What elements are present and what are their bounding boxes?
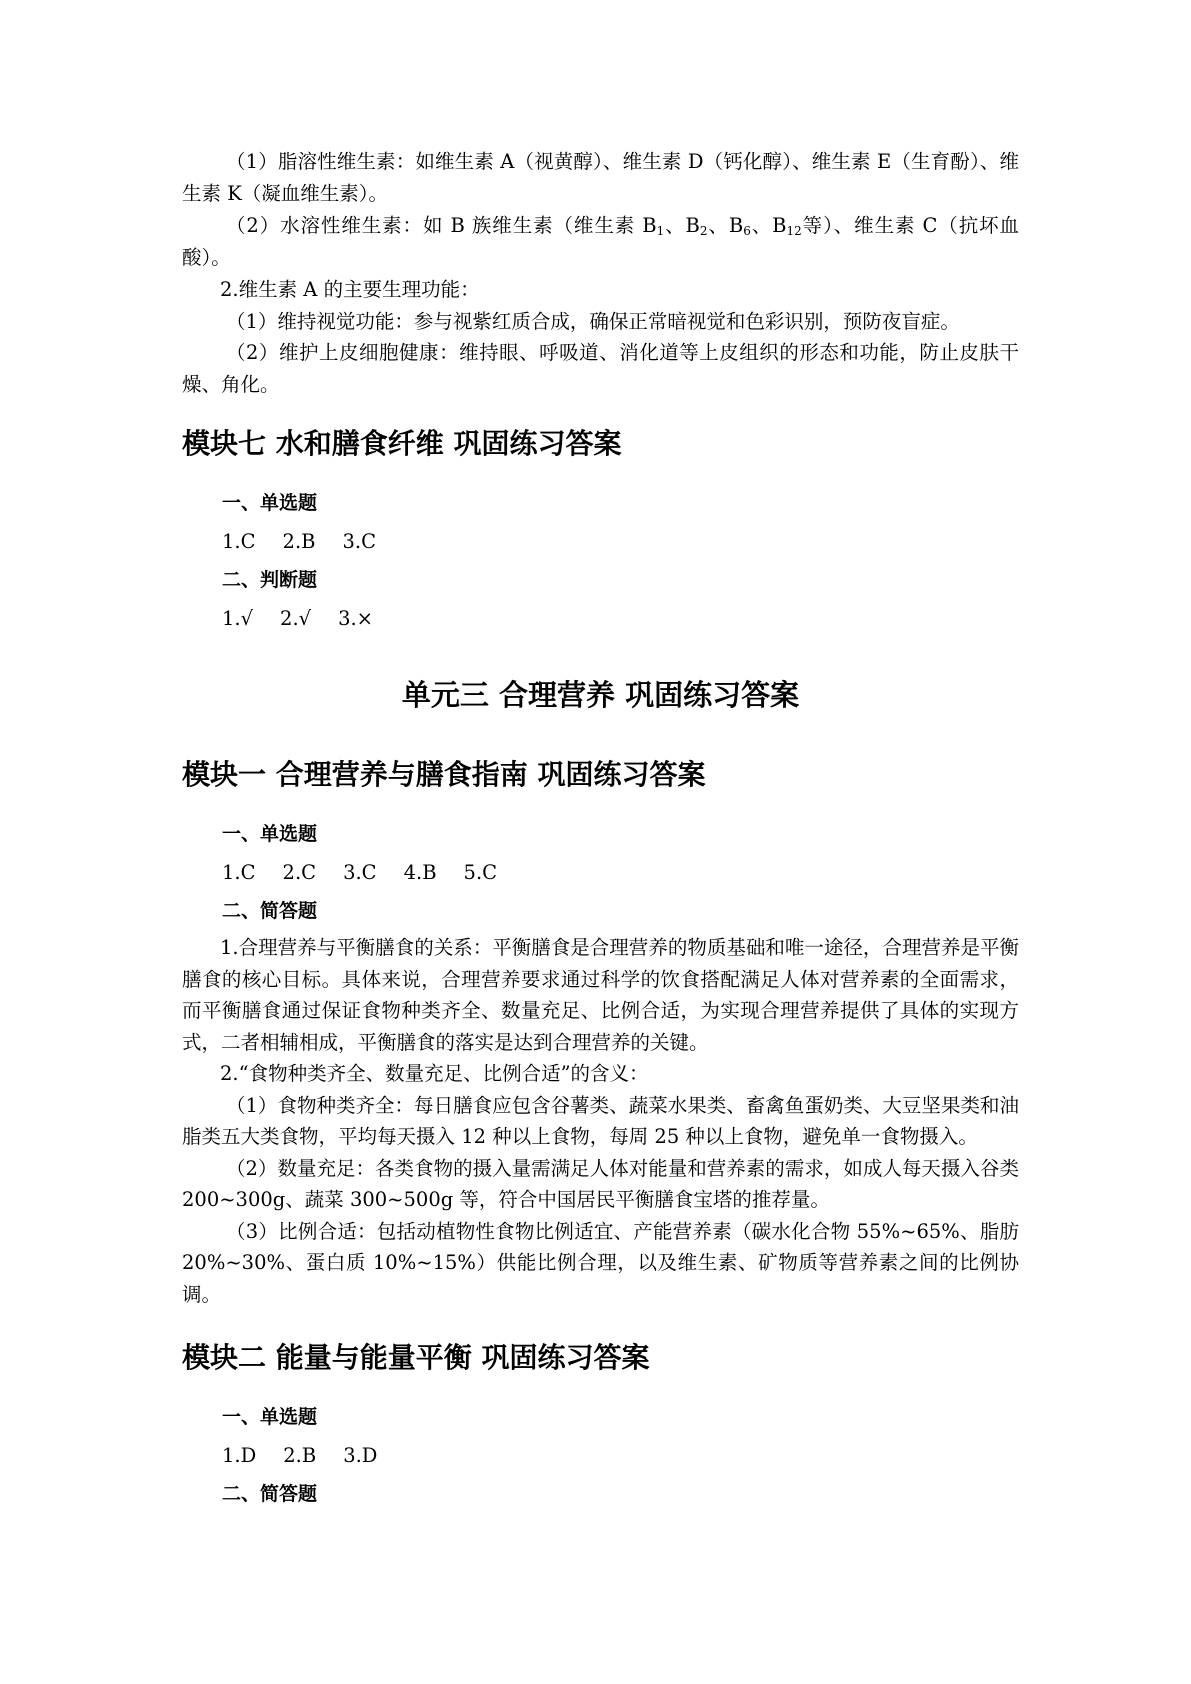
answer: 2.C	[282, 861, 317, 884]
answer: 1.C	[222, 530, 256, 553]
page-content	[182, 146, 1019, 1509]
module1-answer-paragraph-1: 1.合理营养与平衡膳食的关系：平衡膳食是合理营养的物质基础和唯一途径，合理营养是平衡膳食的核心目标。具体来说，合理营养要求通过科学的饮食搭配满足人体对营养素的全面需求，而平衡膳食通过保证食物种类齐全、数量充足、比例合适，为实现合理营养提供了具体的实现方式，二者相辅相成，平衡膳食的落实是达到合理营养的关键。	[182, 936, 1019, 1054]
answer: 5.C	[463, 861, 498, 884]
answer: 1.C	[222, 861, 256, 884]
answer: 3.C	[343, 861, 377, 884]
module1-answer-paragraph-2: 2.“食物种类齐全、数量充足、比例合适”的含义：	[220, 1062, 649, 1085]
answer: 3.C	[342, 530, 376, 553]
module7-answers-true-false	[182, 604, 1019, 634]
module7-section-true-false: 二、判断题	[222, 569, 318, 591]
module1-heading: 模块一 合理营养与膳食指南 巩固练习答案	[182, 758, 706, 791]
module1-answers-single-choice	[182, 858, 1019, 888]
paragraph-vitamin-a-1: （1）维持视觉功能：参与视紫红质合成，确保正常暗视觉和色彩识别，预防夜盲症。	[226, 309, 960, 333]
module1-section-single-choice: 一、单选题	[222, 823, 318, 845]
module2-section-single-choice: 一、单选题	[222, 1406, 318, 1428]
module1-answer-paragraph-5: （3）比例合适：包括动植物性食物比例适宜、产能营养素（碳水化合物 55%~65%、脂肪 20%~30%、蛋白质 10%~15%）供能比例合理，以及维生素、矿物质等营养素之间的比例协调。	[182, 1219, 1019, 1306]
answer: 4.B	[403, 861, 437, 884]
paragraph-water-soluble: （2）水溶性维生素：如 B 族维生素（维生素 $B_1$、$B_2$、$B_6$、$B_{12}$等）、维生素 C（抗坏血酸）。	[182, 214, 1020, 269]
unit3-heading: 单元三 合理营养 巩固练习答案	[401, 678, 800, 712]
module7-section-single-choice: 一、单选题	[222, 492, 318, 514]
answer: 1.√	[222, 607, 254, 630]
paragraph-fat-soluble: （1）脂溶性维生素：如维生素 A（视黄醇）、维生素 D（钙化醇）、维生素 E（生育酚）、维生素 K（凝血维生素）。	[182, 150, 1019, 205]
answer: 2.√	[280, 607, 312, 630]
answer: 1.D	[222, 1444, 257, 1467]
module2-answers-single-choice	[182, 1441, 1019, 1471]
module2-section-short-answer: 二、简答题	[222, 1483, 318, 1505]
module7-heading: 模块七 水和膳食纤维 巩固练习答案	[182, 427, 622, 460]
module2-heading: 模块二 能量与能量平衡 巩固练习答案	[182, 1341, 650, 1374]
module7-answers-single-choice	[182, 527, 1019, 557]
module1-answer-paragraph-4: （2）数量充足：各类食物的摄入量需满足人体对能量和营养素的需求，如成人每天摄入谷类 200~300g、蔬菜 300~500g 等，符合中国居民平衡膳食宝塔的推荐量。	[182, 1156, 1019, 1211]
answer: 2.B	[283, 1444, 317, 1467]
module1-answer-paragraph-3: （1）食物种类齐全：每日膳食应包含谷薯类、蔬菜水果类、畜禽鱼蛋奶类、大豆坚果类和油脂类五大类食物，平均每天摄入 12 种以上食物，每周 25 种以上食物，避免单一食物摄入。	[182, 1093, 1019, 1148]
answer: 3.×	[338, 607, 374, 630]
answer: 2.B	[282, 530, 316, 553]
module1-section-short-answer: 二、简答题	[222, 900, 318, 922]
answer: 3.D	[343, 1444, 378, 1467]
paragraph-vitamin-a-2: （2）维护上皮细胞健康：维持眼、呼吸道、消化道等上皮组织的形态和功能，防止皮肤干燥、角化。	[182, 341, 1019, 396]
paragraph-vitamin-a-title: 2.维生素 A 的主要生理功能：	[220, 278, 480, 301]
